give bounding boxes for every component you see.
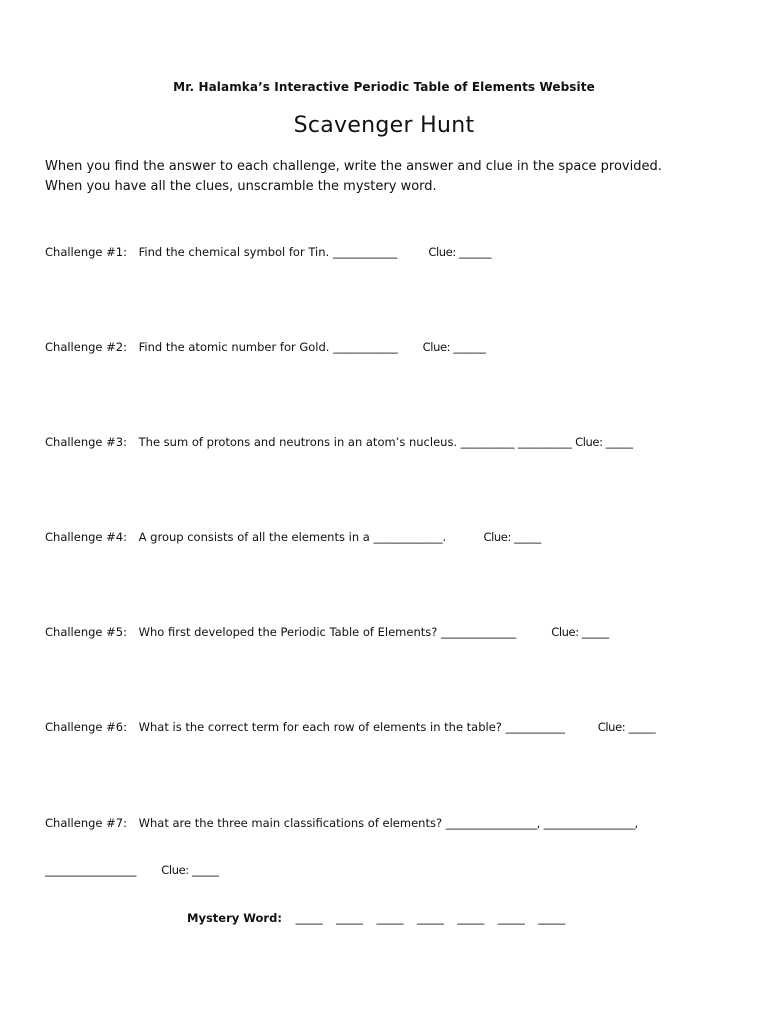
challenge-4 — [45, 530, 541, 544]
challenge-7-question: What are the three main classifications of elements? — [138, 816, 443, 830]
challenge-2-question: Find the atomic number for Gold. — [138, 340, 330, 354]
worksheet-subtitle: Mr. Halamka’s Interactive Periodic Table of Elements Website — [173, 80, 595, 94]
challenge-3-label: Challenge #3: — [45, 435, 127, 449]
challenge-2-clue[interactable]: Clue: ______ — [422, 340, 486, 354]
instruction-line-2: When you have all the clues, unscramble the mystery word. — [45, 179, 437, 194]
challenge-3 — [45, 435, 633, 449]
instruction-line-1: When you find the answer to each challenge, write the answer and clue in the space provided. — [45, 159, 662, 174]
challenge-3-answer-blank-2[interactable]: __________ — [517, 435, 572, 449]
challenge-1-question: Find the chemical symbol for Tin. — [138, 245, 330, 259]
challenge-7-answer-blank-1[interactable]: _________________, — [445, 816, 540, 830]
mystery-word-blank[interactable]: _____ — [457, 911, 485, 925]
mystery-word-label: Mystery Word: — [187, 911, 282, 925]
challenge-5-question: Who first developed the Periodic Table of Elements? — [138, 625, 438, 639]
challenge-2-label: Challenge #2: — [45, 340, 127, 354]
challenge-1 — [45, 245, 491, 259]
challenge-7-label: Challenge #7: — [45, 816, 127, 830]
challenge-4-label: Challenge #4: — [45, 530, 127, 544]
challenge-1-answer-blank[interactable]: ____________ — [332, 245, 398, 259]
challenge-7-answer-blank-3[interactable]: _________________ — [45, 863, 136, 877]
challenge-6-clue[interactable]: Clue: _____ — [597, 720, 656, 734]
challenge-6-question: What is the correct term for each row of elements in the table? — [138, 720, 502, 734]
challenge-5-answer-blank[interactable]: ______________ — [441, 625, 516, 639]
challenge-4-clue[interactable]: Clue: _____ — [483, 530, 541, 544]
challenge-5-clue[interactable]: Clue: _____ — [551, 625, 609, 639]
challenge-2-answer-blank[interactable]: ____________ — [333, 340, 398, 354]
challenge-1-clue[interactable]: Clue: ______ — [428, 245, 492, 259]
challenge-3-clue[interactable]: Clue: _____ — [575, 435, 633, 449]
mystery-word-blank[interactable]: _____ — [295, 911, 323, 925]
challenge-2 — [45, 340, 485, 354]
challenge-5-label: Challenge #5: — [45, 625, 127, 639]
mystery-word-row — [187, 911, 575, 925]
challenge-7-continued — [45, 863, 219, 877]
challenge-1-label: Challenge #1: — [45, 245, 127, 259]
challenge-3-answer-blank-1[interactable]: __________ — [460, 435, 515, 449]
challenge-6 — [45, 720, 655, 734]
page-title: Scavenger Hunt — [293, 113, 475, 138]
challenge-5 — [45, 625, 609, 639]
challenge-7-answer-blank-2[interactable]: _________________, — [543, 816, 638, 830]
instructions — [45, 157, 735, 197]
challenge-3-question: The sum of protons and neutrons in an atom’s nucleus. — [138, 435, 458, 449]
challenge-7-clue[interactable]: Clue: _____ — [161, 863, 219, 877]
challenge-7 — [45, 816, 638, 830]
mystery-word-blank[interactable]: _____ — [336, 911, 363, 925]
mystery-word-blank[interactable]: _____ — [497, 911, 525, 925]
challenge-4-question: A group consists of all the elements in a ____________. — [138, 530, 447, 544]
challenge-6-label: Challenge #6: — [45, 720, 127, 734]
mystery-word-blank[interactable]: _____ — [416, 911, 444, 925]
mystery-word-blank[interactable]: _____ — [376, 911, 404, 925]
mystery-word-blank[interactable]: _____ — [538, 911, 565, 925]
challenge-6-answer-blank[interactable]: ___________ — [505, 720, 565, 734]
